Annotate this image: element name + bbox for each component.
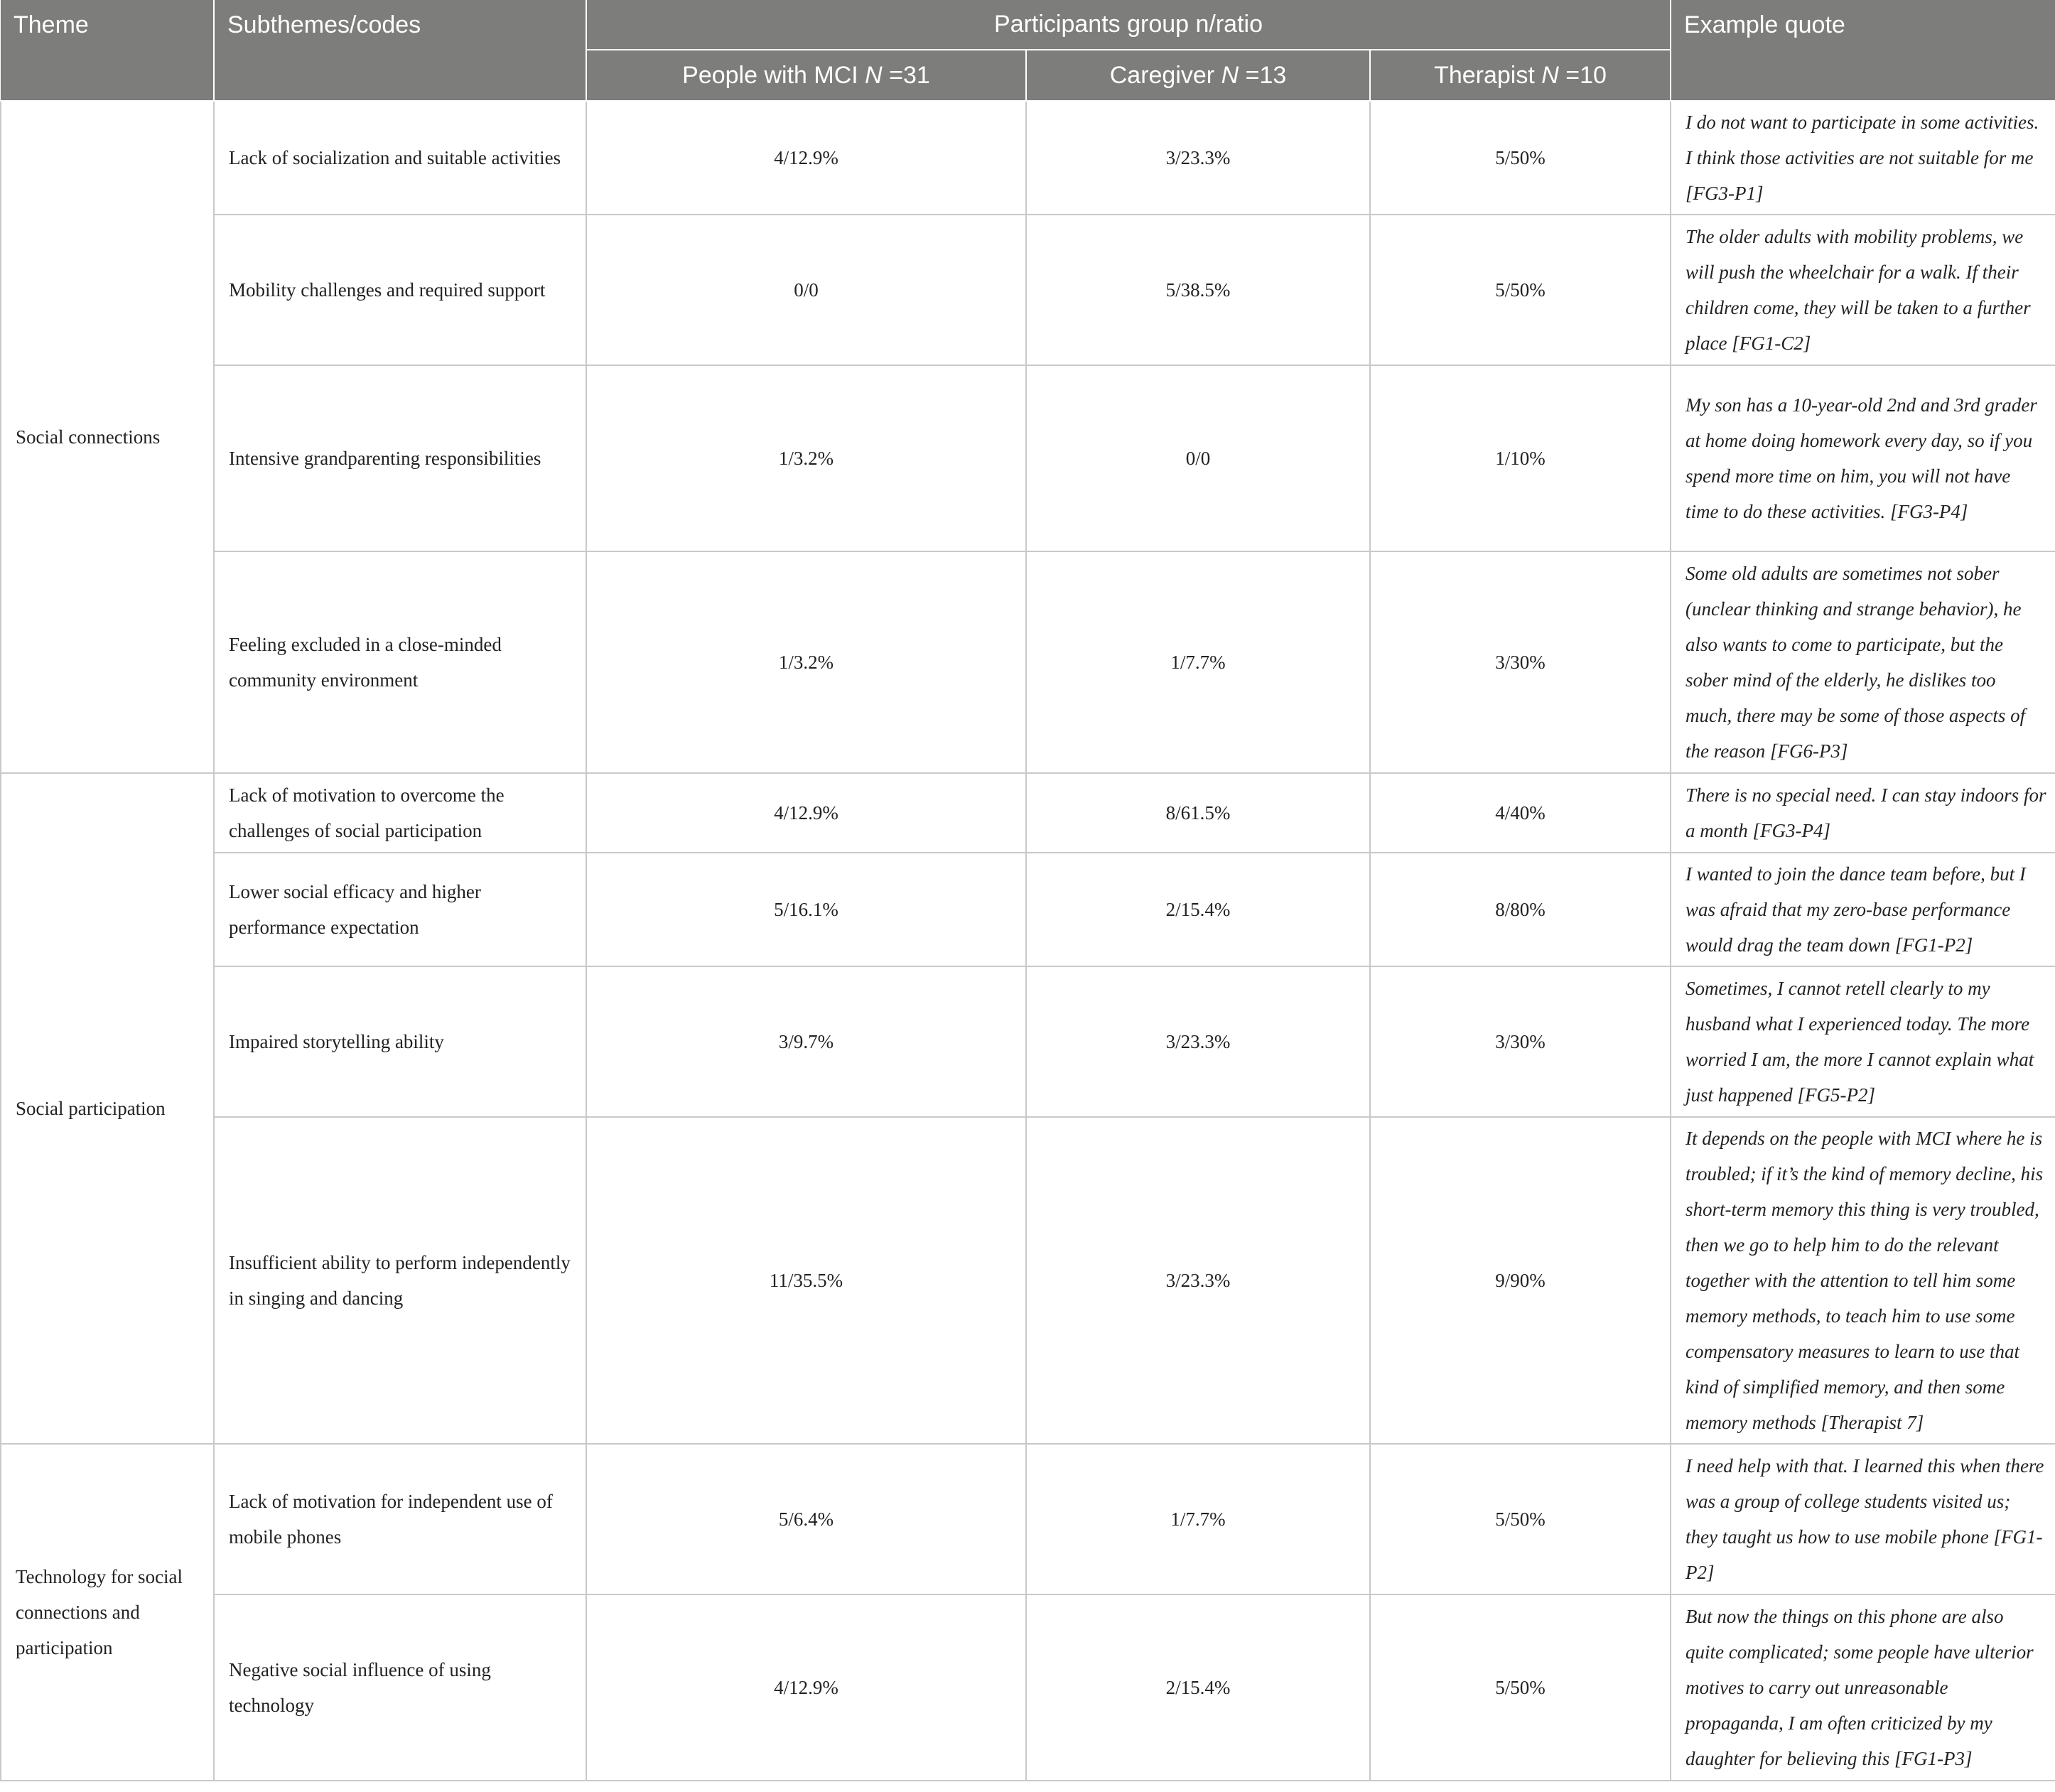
subtheme-cell: Mobility challenges and required support: [214, 215, 586, 365]
header-caregiver-value: =13: [1239, 61, 1287, 89]
therapist-cell: 5/50%: [1370, 215, 1671, 365]
header-example-quote: Example quote: [1671, 0, 2055, 101]
table-row: [1, 551, 2055, 773]
quote-cell: I do not want to participate in some activities. I think those activities are not suitable for me [FG3-P1]: [1671, 101, 2055, 215]
table-body: [1, 101, 2055, 1781]
header-caregiver-n: N: [1221, 61, 1239, 89]
caregiver-cell: 0/0: [1026, 365, 1370, 551]
header-therapist: [1370, 50, 1671, 101]
table-row: [1, 853, 2055, 966]
subtheme-cell: Impaired storytelling ability: [214, 966, 586, 1117]
quote-cell: Sometimes, I cannot retell clearly to my husband what I experienced today. The more worried I am, the more I cannot explain what just happened [FG5-P2]: [1671, 966, 2055, 1117]
table-row: [1, 1594, 2055, 1781]
quote-cell: I wanted to join the dance team before, but I was afraid that my zero-base performance would drag the team down [FG1-P2]: [1671, 853, 2055, 966]
table-row: [1, 101, 2055, 215]
header-therapist-value: =10: [1558, 61, 1607, 89]
caregiver-cell: 5/38.5%: [1026, 215, 1370, 365]
subtheme-cell: Lack of motivation for independent use of mobile phones: [214, 1444, 586, 1594]
mci-cell: 0/0: [586, 215, 1026, 365]
mci-cell: 1/3.2%: [586, 365, 1026, 551]
theme-cell: Technology for social connections and participation: [1, 1444, 214, 1781]
table-row: [1, 365, 2055, 551]
header-mci-value: =31: [882, 61, 930, 89]
header-mci-label: People with MCI: [682, 61, 865, 89]
caregiver-cell: 8/61.5%: [1026, 773, 1370, 853]
therapist-cell: 3/30%: [1370, 966, 1671, 1117]
mci-cell: 1/3.2%: [586, 551, 1026, 773]
therapist-cell: 5/50%: [1370, 1444, 1671, 1594]
mci-cell: 4/12.9%: [586, 1594, 1026, 1781]
subtheme-cell: Intensive grandparenting responsibilities: [214, 365, 586, 551]
quote-cell: Some old adults are sometimes not sober (unclear thinking and strange behavior), he also wants to come to participate, but the sober mind of the elderly, he dislikes too much, there may be some of those aspects of the reason [FG6-P3]: [1671, 551, 2055, 773]
caregiver-cell: 3/23.3%: [1026, 101, 1370, 215]
table-row: [1, 1444, 2055, 1594]
caregiver-cell: 3/23.3%: [1026, 1117, 1370, 1444]
caregiver-cell: 2/15.4%: [1026, 853, 1370, 966]
mci-cell: 3/9.7%: [586, 966, 1026, 1117]
subtheme-cell: Lack of socialization and suitable activities: [214, 101, 586, 215]
caregiver-cell: 3/23.3%: [1026, 966, 1370, 1117]
header-mci-n: N: [865, 61, 883, 89]
header-therapist-label: Therapist: [1434, 61, 1542, 89]
header-caregiver: [1026, 50, 1370, 101]
theme-cell: Social participation: [1, 773, 214, 1444]
therapist-cell: 4/40%: [1370, 773, 1671, 853]
subtheme-cell: Lower social efficacy and higher performance expectation: [214, 853, 586, 966]
subtheme-cell: Negative social influence of using technology: [214, 1594, 586, 1781]
table-row: [1, 1117, 2055, 1444]
quote-cell: It depends on the people with MCI where he is troubled; if it’s the kind of memory decline, his short-term memory this thing is very troubled, then we go to help him to do the relevant together with the attention to tell him some memory methods, to teach him to use some compensatory measures to learn to use that kind of simplified memory, and then some memory methods [Therapist 7]: [1671, 1117, 2055, 1444]
therapist-cell: 3/30%: [1370, 551, 1671, 773]
table-row: [1, 215, 2055, 365]
theme-cell: Social connections: [1, 101, 214, 773]
mci-cell: 5/16.1%: [586, 853, 1026, 966]
quote-cell: My son has a 10-year-old 2nd and 3rd grader at home doing homework every day, so if you spend more time on him, you will not have time to do these activities. [FG3-P4]: [1671, 365, 2055, 551]
quote-cell: I need help with that. I learned this when there was a group of college students visited us; they taught us how to use mobile phone [FG1-P2]: [1671, 1444, 2055, 1594]
mci-cell: 11/35.5%: [586, 1117, 1026, 1444]
header-mci: [586, 50, 1026, 101]
therapist-cell: 1/10%: [1370, 365, 1671, 551]
caregiver-cell: 1/7.7%: [1026, 1444, 1370, 1594]
header-participants-group: Participants group n/ratio: [586, 0, 1671, 50]
quote-cell: But now the things on this phone are also quite complicated; some people have ulterior motives to carry out unreasonable propaganda, I am often criticized by my daughter for believing this [FG1-P3]: [1671, 1594, 2055, 1781]
subtheme-cell: Feeling excluded in a close-minded community environment: [214, 551, 586, 773]
mci-cell: 4/12.9%: [586, 773, 1026, 853]
table-row: [1, 966, 2055, 1117]
header-subthemes: Subthemes/codes: [214, 0, 586, 101]
caregiver-cell: 2/15.4%: [1026, 1594, 1370, 1781]
quote-cell: There is no special need. I can stay indoors for a month [FG3-P4]: [1671, 773, 2055, 853]
caregiver-cell: 1/7.7%: [1026, 551, 1370, 773]
header-therapist-n: N: [1541, 61, 1559, 89]
subtheme-cell: Insufficient ability to perform independently in singing and dancing: [214, 1117, 586, 1444]
header-caregiver-label: Caregiver: [1109, 61, 1221, 89]
therapist-cell: 8/80%: [1370, 853, 1671, 966]
header-theme: Theme: [1, 0, 214, 101]
therapist-cell: 9/90%: [1370, 1117, 1671, 1444]
subtheme-cell: Lack of motivation to overcome the challenges of social participation: [214, 773, 586, 853]
table-row: [1, 773, 2055, 853]
mci-cell: 4/12.9%: [586, 101, 1026, 215]
quote-cell: The older adults with mobility problems, we will push the wheelchair for a walk. If their children come, they will be taken to a further place [FG1-C2]: [1671, 215, 2055, 365]
therapist-cell: 5/50%: [1370, 101, 1671, 215]
mci-cell: 5/6.4%: [586, 1444, 1026, 1594]
therapist-cell: 5/50%: [1370, 1594, 1671, 1781]
table-header: [1, 0, 2055, 101]
